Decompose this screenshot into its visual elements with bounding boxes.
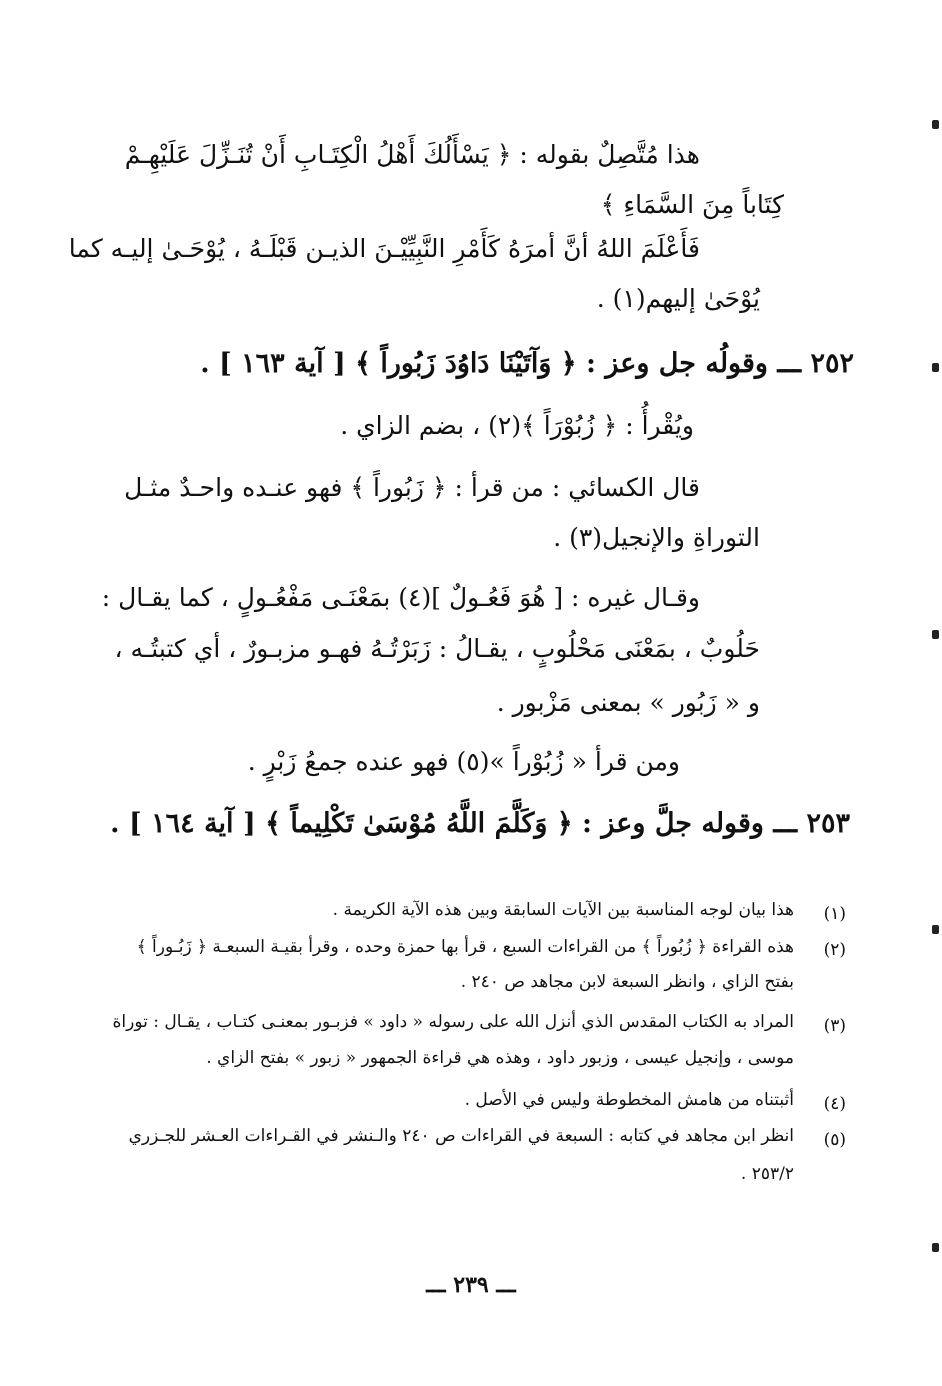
footnote-number: (٢): [823, 940, 846, 960]
text-line: يُوْحَىٰ إليهم(١) .: [596, 284, 760, 313]
section-heading-253: ٢٥٣ ـــ وقوله جلَّ وعز : ﴿ وَكَلَّمَ اللَّهُ مُوْسَىٰ تَكْلِيماً ﴾ [ آية ١٦٤ ] .: [110, 808, 850, 839]
text-line: هذا مُتَّصِلٌ بقوله : ﴿ يَسْأَلُكَ أَهْلُ الْكِتَـابِ أَنْ تُنَـزِّلَ عَلَيْهِـمْ: [124, 140, 700, 169]
text-line: حَلُوبٌ ، بمَعْنَى مَحْلُوبٍ ، يقـالُ : زَبَرْتُـهُ فهـو مزبـورٌ ، أي كتبتُـه ،: [114, 634, 760, 663]
footnote-number: (٥): [823, 1130, 846, 1150]
text-line: ويُقْرأُ : ﴿ زُبُوْرَاً ﴾(٢) ، بضم الزاي .: [340, 411, 694, 440]
edge-mark: [932, 1243, 939, 1252]
edge-mark: [932, 630, 939, 639]
text-line: وقـال غيره : [ هُوَ فَعُـولٌ ](٤) بمَعْنَـى مَفْعُـولٍ ، كما يقـال :: [101, 583, 700, 612]
footnote-line: موسى ، وإنجيل عيسى ، وزبور داود ، وهذه هي قراءة الجمهور « زبور » بفتح الزاي .: [206, 1048, 794, 1068]
edge-mark: [932, 120, 939, 129]
footnote-line: هذه القراءة ﴿ زُبُوراً ﴾ من القراءات السبع ، قرأ بها حمزة وحده ، وقرأ بقيـة السبعـة ﴿ زَبُـوراً ﴾: [136, 937, 794, 957]
footnote-number: (١): [823, 904, 846, 924]
text-line: فَأَعْلَمَ اللهُ أنَّ أمرَهُ كَأَمْرِ النَّبِيِّيْـنَ الذيـن قَبْلَـهُ ، يُوْحَـىٰ إليـه كما: [68, 234, 700, 263]
footnote-line: ٢٥٣/٢ .: [740, 1164, 794, 1184]
page-number: ـــ ٢٣٩ ـــ: [426, 1272, 516, 1298]
text-line: التوراةِ والإنجيل(٣) .: [553, 523, 760, 552]
section-heading-252: ٢٥٢ ـــ وقولُه جل وعز : ﴿ وَآتَيْنَا دَاوُدَ زَبُوراً ﴾ [ آية ١٦٣ ] .: [200, 348, 854, 379]
footnote-line: أثبتناه من هامش المخطوطة وليس في الأصل .: [464, 1090, 794, 1110]
text-line: قال الكسائي : من قرأ : ﴿ زَبُوراً ﴾ فهو عنـده واحـدٌ مثـل: [124, 473, 700, 502]
footnote-line: المراد به الكتاب المقدس الذي أنزل الله على رسوله « داود » فزبـور بمعنـى كتـاب ، يقـال : توراة: [112, 1012, 794, 1032]
text-line: و « زَبُور » بمعنى مَزْبور .: [496, 688, 760, 717]
footnote-number: (٣): [823, 1016, 846, 1036]
text-line: ومن قرأ « زُبُوْراً »(٥) فهو عنده جمعُ زَبْرٍ .: [247, 747, 680, 776]
edge-mark: [932, 925, 939, 934]
footnote-number: (٤): [823, 1094, 846, 1114]
footnote-line: انظر ابن مجاهد في كتابه : السبعة في القراءات ص ٢٤٠ والـنشر في القـراءات العـشر للجـزري: [128, 1126, 794, 1146]
edge-mark: [932, 363, 939, 372]
footnote-line: هذا بيان لوجه المناسبة بين الآيات السابقة وبين هذه الآية الكريمة .: [332, 900, 794, 920]
text-line: كِتَاباً مِنَ السَّمَاءِ ﴾: [600, 190, 784, 219]
footnote-line: بفتح الزاي ، وانظر السبعة لابن مجاهد ص ٢٤٠ .: [460, 972, 794, 992]
